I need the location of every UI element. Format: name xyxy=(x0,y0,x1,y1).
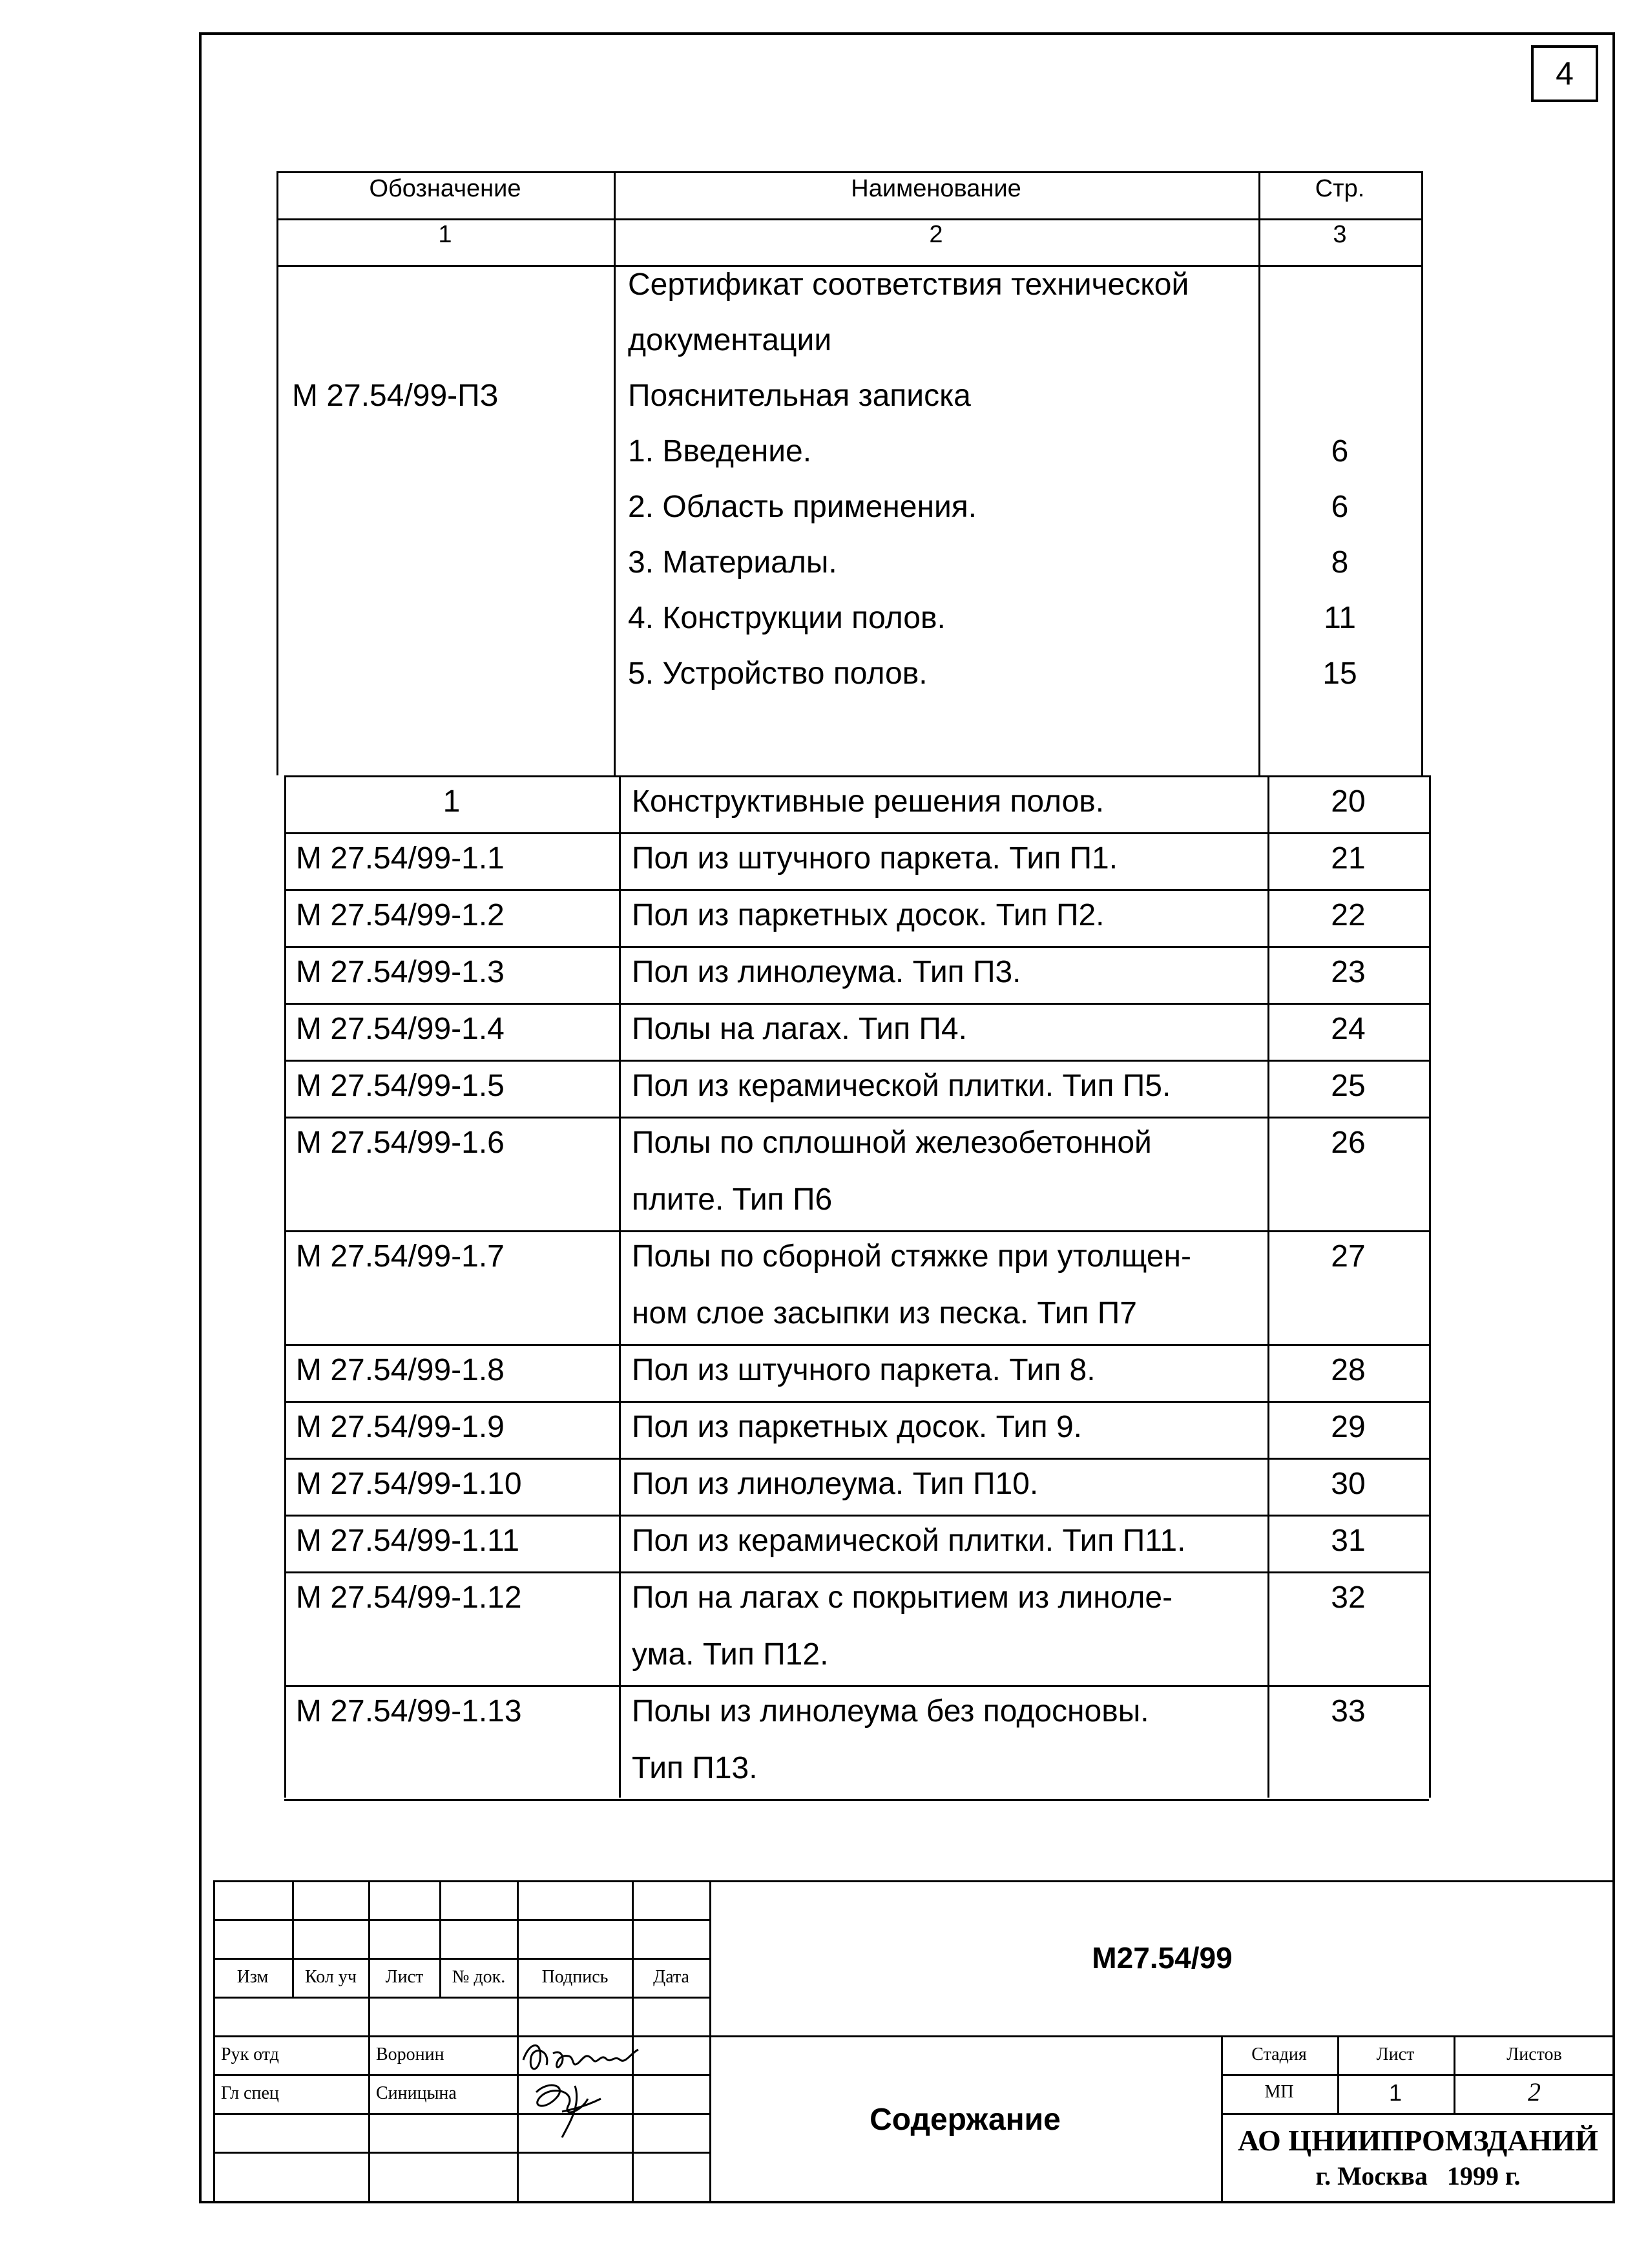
row-code: М 27.54/99-1.8 xyxy=(296,1353,505,1387)
row-code: М 27.54/99-1.7 xyxy=(296,1239,505,1274)
row-title: Пол из штучного паркета. Тип 8. xyxy=(632,1353,1096,1387)
stamp-role: Рук отд xyxy=(221,2044,279,2064)
doc-code: М27.54/99 xyxy=(1092,1941,1233,1975)
row-page: 31 xyxy=(1331,1524,1366,1558)
row-page: 33 xyxy=(1331,1694,1366,1728)
intro-line: 5. Устройство полов. xyxy=(628,656,928,691)
row-code: М 27.54/99-1.2 xyxy=(296,898,505,932)
organization: АО ЦНИИПРОМЗДАНИЙ xyxy=(1238,2124,1598,2157)
stamp-line xyxy=(213,2152,709,2154)
row-page: 20 xyxy=(1331,784,1366,819)
row-code: М 27.54/99-1.11 xyxy=(296,1524,520,1558)
table-line xyxy=(1429,775,1431,1798)
header-page: Стр. xyxy=(1315,175,1365,202)
table-line xyxy=(619,775,621,1798)
stamp-header: Дата xyxy=(653,1967,689,1987)
row-page: 25 xyxy=(1331,1069,1366,1103)
row-title: Пол из керамической плитки. Тип П5. xyxy=(632,1069,1171,1103)
row-page: 27 xyxy=(1331,1239,1366,1274)
row-title: Пол из линолеума. Тип П3. xyxy=(632,955,1021,989)
intro-page: 15 xyxy=(1322,656,1357,691)
intro-page: 6 xyxy=(1331,434,1349,468)
row-title: Полы на лагах. Тип П4. xyxy=(632,1012,967,1046)
city-year: г. Москва 1999 г. xyxy=(1315,2161,1521,2190)
row-page: 24 xyxy=(1331,1012,1366,1046)
intro-line: Сертификат соответствия технической xyxy=(628,268,1189,302)
row-code: М 27.54/99-1.1 xyxy=(296,841,505,876)
row-page: 29 xyxy=(1331,1410,1366,1444)
row-title: Пол из керамической плитки. Тип П11. xyxy=(632,1524,1186,1558)
column-number: 2 xyxy=(929,221,943,248)
stage-header: Лист xyxy=(1376,2044,1415,2064)
row-code: 1 xyxy=(443,784,461,819)
intro-code: М 27.54/99-ПЗ xyxy=(292,379,499,413)
stamp-line xyxy=(213,1958,709,1960)
stamp-header: Подпись xyxy=(541,1967,609,1987)
row-title: Полы по сплошной железобетонной xyxy=(632,1126,1152,1160)
row-page: 22 xyxy=(1331,898,1366,932)
stamp-header: Лист xyxy=(385,1967,424,1987)
row-title: Пол из штучного паркета. Тип П1. xyxy=(632,841,1118,876)
stage-header: Стадия xyxy=(1251,2044,1307,2064)
row-code: М 27.54/99-1.6 xyxy=(296,1126,505,1160)
stamp-person: Воронин xyxy=(376,2044,444,2064)
stamp-line xyxy=(213,1880,215,2203)
intro-page: 6 xyxy=(1331,490,1349,524)
stamp-line xyxy=(213,1997,709,1999)
intro-page: 8 xyxy=(1331,545,1349,580)
signature-sinitsyna xyxy=(523,2073,614,2144)
row-code: М 27.54/99-1.4 xyxy=(296,1012,505,1046)
page-number: 4 xyxy=(1531,45,1598,102)
row-title: ума. Тип П12. xyxy=(632,1637,829,1672)
row-page: 32 xyxy=(1331,1580,1366,1615)
row-title: Полы из линолеума без подосновы. xyxy=(632,1694,1149,1728)
intro-line: 1. Введение. xyxy=(628,434,812,468)
stamp-line xyxy=(213,1919,709,1921)
row-code: М 27.54/99-1.9 xyxy=(296,1410,505,1444)
header-name: Наименование xyxy=(851,175,1021,202)
row-page: 23 xyxy=(1331,955,1366,989)
row-title: Пол из паркетных досок. Тип 9. xyxy=(632,1410,1082,1444)
intro-line: 3. Материалы. xyxy=(628,545,837,580)
row-code: М 27.54/99-1.10 xyxy=(296,1467,522,1501)
row-title: Пол из линолеума. Тип П10. xyxy=(632,1467,1039,1501)
stamp-role: Гл спец xyxy=(221,2083,279,2103)
row-code: М 27.54/99-1.12 xyxy=(296,1580,522,1615)
intro-line: документации xyxy=(628,323,832,357)
stamp-line xyxy=(1221,2074,1615,2076)
row-code: М 27.54/99-1.3 xyxy=(296,955,505,989)
sheets-value: 2 xyxy=(1528,2077,1541,2106)
sheet-value: 1 xyxy=(1388,2079,1402,2106)
stamp-line xyxy=(368,1880,370,2203)
row-title: ном слое засыпки из песка. Тип П7 xyxy=(632,1296,1137,1330)
column-number: 3 xyxy=(1333,221,1347,248)
row-code: М 27.54/99-1.13 xyxy=(296,1694,522,1728)
row-page: 30 xyxy=(1331,1467,1366,1501)
row-title: плите. Тип П6 xyxy=(632,1182,833,1217)
table-line xyxy=(284,775,286,1798)
sheet-title: Содержание xyxy=(870,2102,1061,2137)
header-designation: Обозначение xyxy=(369,175,521,202)
intro-page: 11 xyxy=(1324,601,1356,635)
stamp-header: Кол уч xyxy=(305,1967,357,1987)
column-number: 1 xyxy=(438,221,452,248)
row-title: Полы по сборной стяжке при утолщен- xyxy=(632,1239,1191,1274)
stage-value: МП xyxy=(1264,2082,1294,2102)
row-title: Пол на лагах с покрытием из линоле- xyxy=(632,1580,1173,1615)
row-title: Тип П13. xyxy=(632,1751,758,1785)
row-title: Конструктивные решения полов. xyxy=(632,784,1105,819)
intro-line: 2. Область применения. xyxy=(628,490,977,524)
row-page: 28 xyxy=(1331,1353,1366,1387)
stamp-line xyxy=(1221,2113,1615,2115)
stage-header: Листов xyxy=(1507,2044,1562,2064)
stamp-header: Изм xyxy=(236,1967,269,1987)
row-page: 21 xyxy=(1331,841,1366,876)
table-line xyxy=(284,1799,1429,1801)
stamp-person: Синицына xyxy=(376,2083,457,2103)
intro-line: 4. Конструкции полов. xyxy=(628,601,946,635)
stamp-header: № док. xyxy=(452,1967,506,1987)
row-title: Пол из паркетных досок. Тип П2. xyxy=(632,898,1105,932)
intro-line: Пояснительная записка xyxy=(628,379,971,413)
row-code: М 27.54/99-1.5 xyxy=(296,1069,505,1103)
row-page: 26 xyxy=(1331,1126,1366,1160)
